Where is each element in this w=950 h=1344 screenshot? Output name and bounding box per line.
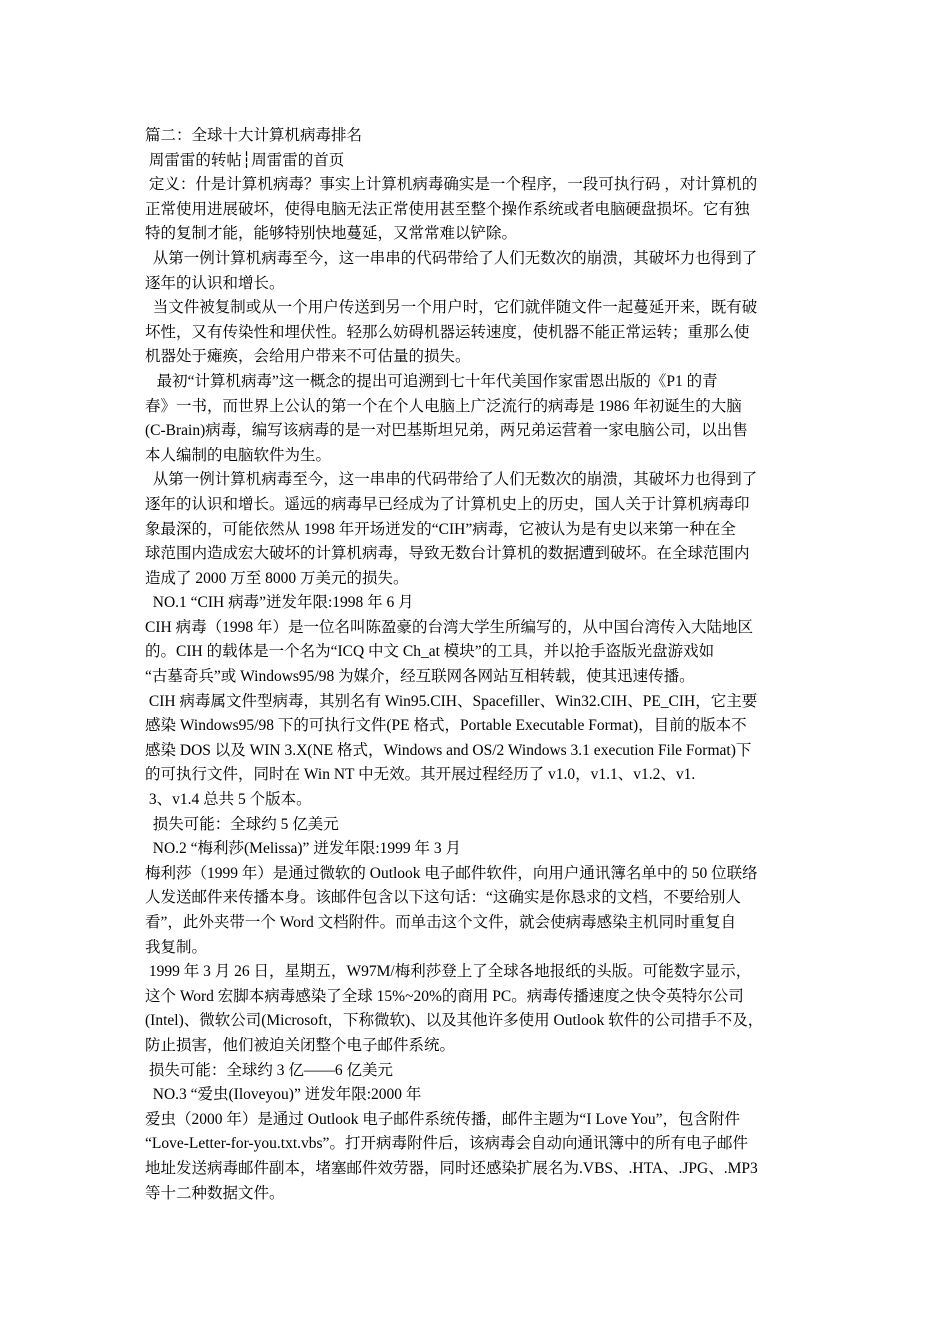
section-heading: NO.3 “爱虫(Iloveyou)” 迸发年限:2000 年 bbox=[145, 1086, 422, 1104]
text-line: 本人编制的电脑软件为生。 bbox=[145, 446, 332, 464]
text-line: 防止损害，他们被迫关闭整个电子邮件系统。 bbox=[145, 1036, 456, 1054]
text-line: (C-Brain)病毒，编写该病毒的是一对巴基斯坦兄弟，两兄弟运营着一家电脑公司，以出售 bbox=[145, 422, 748, 440]
text-line: 象最深的，可能依然从 1998 年开场迸发的“CIH”病毒，它被认为是有史以来第一种在全 bbox=[145, 520, 736, 538]
text-line: 当文件被复制或从一个用户传送到另一个用户时，它们就伴随文件一起蔓延开来，既有破 bbox=[145, 299, 758, 317]
document-page bbox=[145, 124, 825, 1206]
text-line: 爱虫（2000 年）是通过 Outlook 电子邮件系统传播，邮件主题为“I Love You”，包含附件 bbox=[145, 1110, 741, 1128]
text-line: 机器处于瘫痪，会给用户带来不可估量的损失。 bbox=[145, 348, 471, 366]
text-line: CIH 病毒属文件型病毒，其别名有 Win95.CIH、Spacefiller、Win32.CIH、PE_CIH，它主要 bbox=[145, 692, 758, 710]
text-line: 正常使用进展破坏，使得电脑无法正常使用甚至整个操作系统或者电脑硬盘损坏。它有独 bbox=[145, 200, 750, 218]
text-line: 的。CIH 的载体是一个名为“ICQ 中文 Ch_at 模块”的工具，并以抢手盗版光盘游戏如 bbox=[145, 643, 715, 661]
text-line: 地址发送病毒邮件副本，堵塞邮件效劳器，同时还感染扩展名为.VBS、.HTA、.JPG、.MP3 bbox=[145, 1159, 758, 1177]
text-line: 从第一例计算机病毒至今，这一串串的代码带给了人们无数次的崩溃，其破坏力也得到了 bbox=[145, 471, 758, 489]
loss-line: 损失可能：全球约 5 亿美元 bbox=[145, 815, 339, 833]
document-title: 篇二：全球十大计算机病毒排名 bbox=[145, 127, 363, 144]
text-line: 春》一书，而世界上公认的第一个在个人电脑上广泛流行的病毒是 1986 年初诞生的大脑 bbox=[145, 397, 742, 415]
text-line: 逐年的认识和增长。 bbox=[145, 274, 285, 292]
text-line: 这个 Word 宏脚本病毒感染了全球 15%~20%的商用 PC。病毒传播速度之快令英特尔公司 bbox=[145, 987, 744, 1005]
text-line: 感染 Windows95/98 下的可执行文件(PE 格式，Portable Executable Format)，目前的版本不 bbox=[145, 717, 747, 735]
text-line: 感染 DOS 以及 WIN 3.X(NE 格式，Windows and OS/2 Windows 3.1 execution File Format)下 bbox=[145, 741, 752, 759]
text-line: 梅利莎（1999 年）是通过微软的 Outlook 电子邮件软件，向用户通讯簿名单中的 50 位联络 bbox=[145, 864, 758, 882]
text-line: “Love-Letter-for-you.txt.vbs”。打开病毒附件后，该病毒会自动向通讯簿中的所有电子邮件 bbox=[145, 1135, 748, 1153]
text-line: 的可执行文件，同时在 Win NT 中无效。其开展过程经历了 v1.0，v1.1、v1.2、v1. bbox=[145, 766, 696, 784]
text-line: 球范围内造成宏大破坏的计算机病毒，导致无数台计算机的数据遭到破坏。在全球范围内 bbox=[145, 545, 750, 563]
text-line: 坏性，又有传染性和埋伏性。轻那么妨碍机器运转速度，使机器不能正常运转；重那么使 bbox=[145, 323, 750, 341]
text-line: 特的复制才能，能够特别快地蔓延，又常常难以铲除。 bbox=[145, 225, 518, 243]
loss-line: 损失可能：全球约 3 亿——6 亿美元 bbox=[145, 1061, 394, 1079]
section-heading: NO.2 “梅利莎(Melissa)” 迸发年限:1999 年 3 月 bbox=[145, 840, 461, 858]
text-line: 最初“计算机病毒”这一概念的提出可追溯到七十年代美国作家雷恩出版的《P1 的青 bbox=[145, 372, 718, 390]
text-line: CIH 病毒（1998 年）是一位名叫陈盈豪的台湾大学生所编写的，从中国台湾传入大陆地区 bbox=[145, 618, 753, 636]
text-line: 逐年的认识和增长。遥远的病毒早已经成为了计算机史上的历史，国人关于计算机病毒印 bbox=[145, 495, 750, 513]
text-line: 定义：什是计算机病毒？事实上计算机病毒确实是一个程序，一段可执行码 ，对计算机的 bbox=[145, 176, 758, 194]
text-line: 我复制。 bbox=[145, 938, 208, 956]
text-line: 1999 年 3 月 26 日，星期五，W97M/梅利莎登上了全球各地报纸的头版。可能数字显示， bbox=[145, 963, 752, 981]
text-line: (Intel)、微软公司(Microsoft，下称微软)、以及其他许多使用 Outlook 软件的公司措手不及， bbox=[145, 1012, 764, 1030]
text-line: 人发送邮件来传播本身。该邮件包含以下这句话：“这确实是你恳求的文档，不要给别人 bbox=[145, 889, 741, 907]
text-line: 等十二种数据文件。 bbox=[145, 1184, 285, 1202]
text-line: 3、v1.4 总共 5 个版本。 bbox=[145, 791, 312, 809]
text-line: “古墓奇兵”或 Windows95/98 为媒介，经互联网各网站互相转载，使其迅速传播。 bbox=[145, 668, 695, 686]
author-line: 周雷雷的转帖┆周雷雷的首页 bbox=[145, 151, 345, 169]
text-line: 看”，此外夹带一个 Word 文档附件。而单击这个文件，就会使病毒感染主机同时重复自 bbox=[145, 914, 737, 931]
section-heading: NO.1 “CIH 病毒”迸发年限:1998 年 6 月 bbox=[145, 594, 414, 612]
text-line: 造成了 2000 万至 8000 万美元的损失。 bbox=[145, 569, 409, 587]
text-line: 从第一例计算机病毒至今，这一串串的代码带给了人们无数次的崩溃，其破坏力也得到了 bbox=[145, 249, 758, 267]
